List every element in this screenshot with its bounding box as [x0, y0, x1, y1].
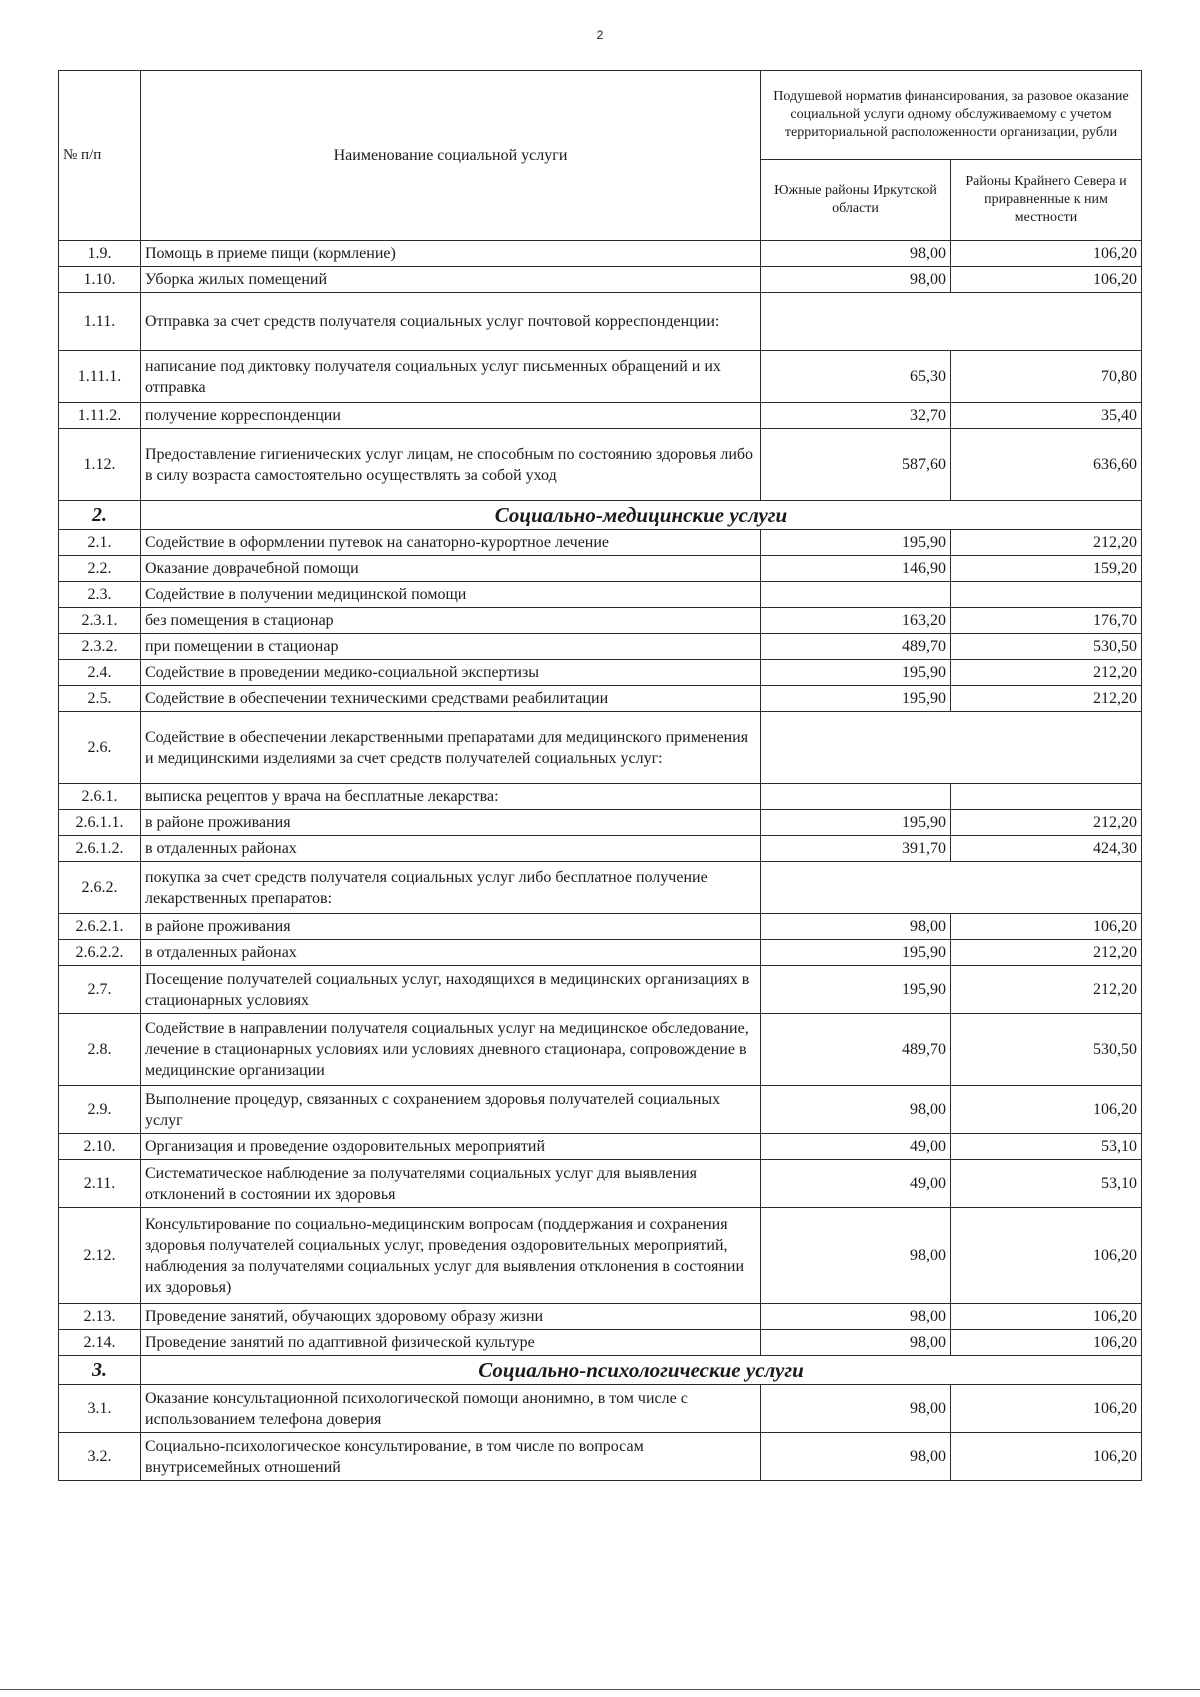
row-service-name: Предоставление гигиенических услуг лицам, не способным по состоянию здоровья либо в силу возраста самостоятельно осуществлять за собой уход [141, 429, 761, 501]
row-number: 2.6.1.1. [59, 810, 141, 836]
header-service-name: Наименование социальной услуги [141, 71, 761, 241]
row-number: 2.2. [59, 556, 141, 582]
row-service-name: Проведение занятий по адаптивной физической культуре [141, 1330, 761, 1356]
row-value-north: 106,20 [951, 1330, 1142, 1356]
row-value-north: 212,20 [951, 660, 1142, 686]
header-far-north-districts: Районы Крайнего Севера и приравненные к ним местности [951, 160, 1142, 241]
row-value-south: 32,70 [761, 403, 951, 429]
row-value-south: 391,70 [761, 836, 951, 862]
table-row [59, 351, 1142, 403]
bottom-rule [0, 1689, 1200, 1690]
table-row [59, 862, 1142, 914]
row-value-south: 146,90 [761, 556, 951, 582]
row-service-name: Оказание консультационной психологической помощи анонимно, в том числе с использованием телефона доверия [141, 1385, 761, 1433]
row-value-south: 49,00 [761, 1134, 951, 1160]
table-row [59, 966, 1142, 1014]
row-number: 3.2. [59, 1433, 141, 1481]
row-service-name: Выполнение процедур, связанных с сохранением здоровья получателей социальных услуг [141, 1086, 761, 1134]
row-service-name: Организация и проведение оздоровительных мероприятий [141, 1134, 761, 1160]
row-value-north: 106,20 [951, 1433, 1142, 1481]
row-value-south: 98,00 [761, 241, 951, 267]
row-number: 2.13. [59, 1304, 141, 1330]
row-value-south: 195,90 [761, 686, 951, 712]
row-number: 1.12. [59, 429, 141, 501]
row-number: 2.3. [59, 582, 141, 608]
row-number: 2.5. [59, 686, 141, 712]
row-service-name: Оказание доврачебной помощи [141, 556, 761, 582]
table-row [59, 1385, 1142, 1433]
row-value-north: 53,10 [951, 1134, 1142, 1160]
row-value-north: 106,20 [951, 1086, 1142, 1134]
table-row [59, 293, 1142, 351]
table-row [59, 1086, 1142, 1134]
row-service-name: Содействие в получении медицинской помощи [141, 582, 761, 608]
row-number: 2.4. [59, 660, 141, 686]
table-row [59, 1304, 1142, 1330]
row-value-north: 212,20 [951, 686, 1142, 712]
row-empty-value [761, 293, 1142, 351]
row-value-north: 106,20 [951, 1385, 1142, 1433]
row-value-south: 195,90 [761, 940, 951, 966]
row-service-name: Содействие в обеспечении техническими средствами реабилитации [141, 686, 761, 712]
row-number: 2.6. [59, 712, 141, 784]
row-value-north [951, 784, 1142, 810]
section-title: Социально-медицинские услуги [141, 501, 1142, 530]
section-number: 2. [59, 501, 141, 530]
header-number: № п/п [59, 71, 141, 241]
row-number: 1.11. [59, 293, 141, 351]
row-value-south: 163,20 [761, 608, 951, 634]
header-funding-norm: Подушевой норматив финансирования, за разовое оказание социальной услуги одному обслуживаемому с учетом территориальной расположенности организации, рубли [761, 71, 1142, 160]
table-row [59, 810, 1142, 836]
row-number: 2.8. [59, 1014, 141, 1086]
row-value-south: 195,90 [761, 530, 951, 556]
row-value-south: 98,00 [761, 1208, 951, 1304]
row-service-name: Посещение получателей социальных услуг, находящихся в медицинских организациях в стационарных условиях [141, 966, 761, 1014]
table-row [59, 530, 1142, 556]
table-row [59, 582, 1142, 608]
row-value-south: 98,00 [761, 914, 951, 940]
row-service-name: Социально-психологическое консультирование, в том числе по вопросам внутрисемейных отношений [141, 1433, 761, 1481]
row-number: 1.9. [59, 241, 141, 267]
row-value-south [761, 784, 951, 810]
row-service-name: покупка за счет средств получателя социальных услуг либо бесплатное получение лекарственных препаратов: [141, 862, 761, 914]
row-number: 2.6.2.1. [59, 914, 141, 940]
table-row [59, 1160, 1142, 1208]
row-service-name: Содействие в оформлении путевок на санаторно-курортное лечение [141, 530, 761, 556]
row-number: 2.7. [59, 966, 141, 1014]
row-service-name: выписка рецептов у врача на бесплатные лекарства: [141, 784, 761, 810]
table-row [59, 1014, 1142, 1086]
row-value-south: 98,00 [761, 1330, 951, 1356]
row-service-name: при помещении в стационар [141, 634, 761, 660]
table-row [59, 241, 1142, 267]
row-value-north: 106,20 [951, 1208, 1142, 1304]
row-value-south: 195,90 [761, 966, 951, 1014]
row-number: 2.1. [59, 530, 141, 556]
row-service-name: в районе проживания [141, 810, 761, 836]
row-service-name: получение корреспонденции [141, 403, 761, 429]
table-row [59, 1330, 1142, 1356]
row-value-north: 106,20 [951, 1304, 1142, 1330]
row-value-south: 98,00 [761, 1304, 951, 1330]
row-value-north: 212,20 [951, 810, 1142, 836]
row-number: 2.3.2. [59, 634, 141, 660]
row-number: 2.12. [59, 1208, 141, 1304]
table-row [59, 940, 1142, 966]
table-row [59, 608, 1142, 634]
table-row [59, 429, 1142, 501]
row-value-north: 212,20 [951, 966, 1142, 1014]
row-value-south: 98,00 [761, 1086, 951, 1134]
row-value-north: 35,40 [951, 403, 1142, 429]
row-number: 2.14. [59, 1330, 141, 1356]
table-row [59, 914, 1142, 940]
row-value-south: 195,90 [761, 660, 951, 686]
row-number: 1.11.2. [59, 403, 141, 429]
row-value-north: 70,80 [951, 351, 1142, 403]
table-row [59, 660, 1142, 686]
row-service-name: в отдаленных районах [141, 940, 761, 966]
row-number: 3.1. [59, 1385, 141, 1433]
row-number: 2.10. [59, 1134, 141, 1160]
row-service-name: Консультирование по социально-медицинским вопросам (поддержания и сохранения здоровья получателей социальных услуг, проведения оздоровительных мероприятий, наблюдения за получателями социальных услуг для выявления отклонения в состоянии их здоровья) [141, 1208, 761, 1304]
table-row [59, 1134, 1142, 1160]
row-value-north: 212,20 [951, 530, 1142, 556]
row-value-north: 530,50 [951, 634, 1142, 660]
row-service-name: Помощь в приеме пищи (кормление) [141, 241, 761, 267]
table-header [59, 71, 1142, 241]
row-service-name: в районе проживания [141, 914, 761, 940]
row-service-name: Систематическое наблюдение за получателями социальных услуг для выявления отклонений в состоянии их здоровья [141, 1160, 761, 1208]
row-number: 2.6.1. [59, 784, 141, 810]
table-row [59, 634, 1142, 660]
row-number: 2.11. [59, 1160, 141, 1208]
table-row [59, 403, 1142, 429]
table-row [59, 267, 1142, 293]
section-title: Социально-психологические услуги [141, 1356, 1142, 1385]
table-row [59, 1208, 1142, 1304]
row-value-south: 98,00 [761, 1385, 951, 1433]
page-number: 2 [596, 28, 604, 42]
table-row [59, 1433, 1142, 1481]
row-service-name: Уборка жилых помещений [141, 267, 761, 293]
row-value-south: 49,00 [761, 1160, 951, 1208]
section-row [59, 501, 1142, 530]
row-value-south: 98,00 [761, 267, 951, 293]
row-number: 2.6.2. [59, 862, 141, 914]
table-row [59, 556, 1142, 582]
services-table [58, 70, 1142, 1481]
table-row [59, 836, 1142, 862]
row-value-north: 212,20 [951, 940, 1142, 966]
section-row [59, 1356, 1142, 1385]
row-service-name: Содействие в проведении медико-социальной экспертизы [141, 660, 761, 686]
row-value-south: 65,30 [761, 351, 951, 403]
row-value-north: 53,10 [951, 1160, 1142, 1208]
row-service-name: Содействие в направлении получателя социальных услуг на медицинское обследование, лечение в стационарных условиях или условиях дневного стационара, сопровождение в медицинские организации [141, 1014, 761, 1086]
table-body [59, 241, 1142, 1481]
row-number: 2.3.1. [59, 608, 141, 634]
row-value-north: 424,30 [951, 836, 1142, 862]
row-value-south [761, 582, 951, 608]
row-number: 2.6.2.2. [59, 940, 141, 966]
row-value-south: 489,70 [761, 634, 951, 660]
header-southern-districts: Южные районы Иркутской области [761, 160, 951, 241]
table-row [59, 784, 1142, 810]
table-row [59, 712, 1142, 784]
row-value-south: 489,70 [761, 1014, 951, 1086]
row-value-north: 106,20 [951, 914, 1142, 940]
section-number: 3. [59, 1356, 141, 1385]
row-value-north: 636,60 [951, 429, 1142, 501]
row-value-north: 159,20 [951, 556, 1142, 582]
row-number: 2.6.1.2. [59, 836, 141, 862]
row-service-name: Проведение занятий, обучающих здоровому образу жизни [141, 1304, 761, 1330]
row-number: 1.11.1. [59, 351, 141, 403]
row-value-south: 98,00 [761, 1433, 951, 1481]
row-service-name: Содействие в обеспечении лекарственными препаратами для медицинского применения и медицинскими изделиями за счет средств получателей социальных услуг: [141, 712, 761, 784]
row-empty-value [761, 862, 1142, 914]
row-service-name: без помещения в стационар [141, 608, 761, 634]
row-value-south: 587,60 [761, 429, 951, 501]
table-row [59, 686, 1142, 712]
row-value-north: 106,20 [951, 267, 1142, 293]
row-service-name: написание под диктовку получателя социальных услуг письменных обращений и их отправка [141, 351, 761, 403]
row-value-north: 106,20 [951, 241, 1142, 267]
row-value-north [951, 582, 1142, 608]
row-value-south: 195,90 [761, 810, 951, 836]
row-number: 2.9. [59, 1086, 141, 1134]
row-number: 1.10. [59, 267, 141, 293]
row-value-north: 530,50 [951, 1014, 1142, 1086]
row-empty-value [761, 712, 1142, 784]
row-value-north: 176,70 [951, 608, 1142, 634]
row-service-name: в отдаленных районах [141, 836, 761, 862]
row-service-name: Отправка за счет средств получателя социальных услуг почтовой корреспонденции: [141, 293, 761, 351]
